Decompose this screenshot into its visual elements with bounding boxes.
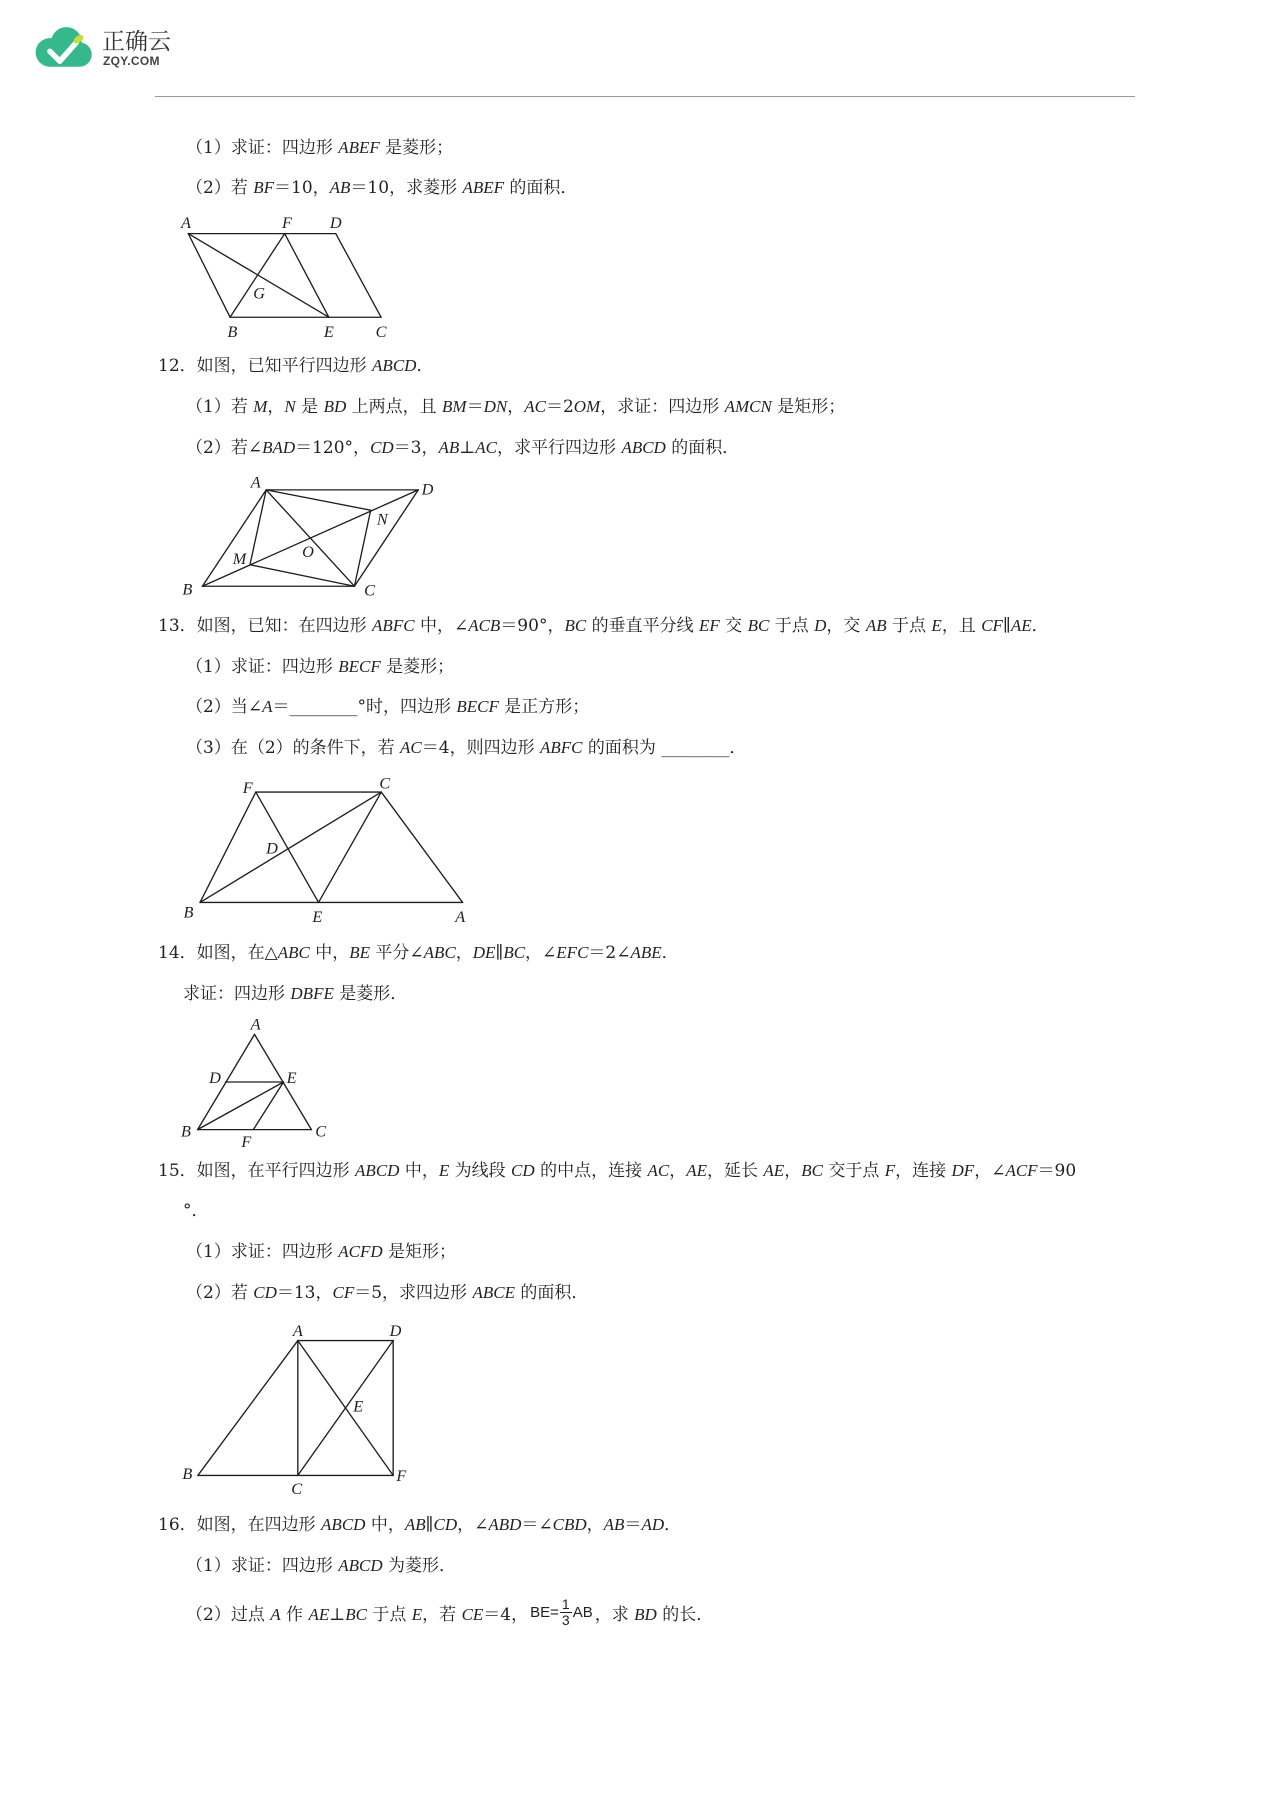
math-variable: DE [472, 943, 496, 962]
point-label: O [302, 543, 314, 562]
q15-stem: 15．如图，在平行四边形 ABCD 中，E 为线段 CD 的中点，连接 AC，AE，延长 AE，BC 交于点 F，连接 DF，∠ACF＝90 [158, 1161, 1077, 1181]
math-variable: A [262, 697, 273, 716]
math-variable: ACB [468, 616, 501, 635]
math-variable: AC [524, 397, 546, 416]
q15-part1: （1）求证：四边形 ACFD 是矩形； [186, 1242, 457, 1262]
math-variable: CD [511, 1161, 535, 1180]
formula-lhs: BE= [530, 1603, 559, 1621]
point-label: B [181, 1122, 191, 1141]
point-label: D [329, 213, 342, 232]
math-variable: EFC [556, 943, 589, 962]
math-variable: AB [603, 1515, 625, 1534]
math-variable: DN [483, 397, 508, 416]
point-label: C [291, 1480, 303, 1499]
point-label: A [455, 908, 466, 927]
q16-part2-tail: ，求 BD 的长． [594, 1604, 714, 1625]
math-variable: ABCD [372, 356, 417, 375]
math-variable: DBFE [290, 984, 334, 1003]
logo-subtext: ZQY.COM [103, 54, 160, 68]
q16-part1: （1）求证：四边形 ABCD 为菱形． [186, 1556, 457, 1576]
fraction-numerator: 1 [561, 1595, 570, 1612]
q13-part2: （2）当∠A＝________°时，四边形 BECF 是正方形； [186, 697, 590, 717]
point-label: F [396, 1467, 407, 1486]
math-variable: CD [370, 438, 394, 457]
segment-ca [381, 792, 462, 902]
math-variable: ABC [423, 943, 456, 962]
math-variable: AD [641, 1515, 665, 1534]
segment-ce [319, 792, 382, 902]
math-variable: DF [951, 1161, 975, 1180]
math-variable: BE [349, 943, 371, 962]
q16-part2 [186, 1592, 713, 1632]
point-label: B [183, 903, 194, 922]
math-variable: ABD [488, 1515, 522, 1534]
math-variable: D [814, 616, 827, 635]
math-variable: CF [332, 1283, 355, 1302]
q15-stem-continued: °． [183, 1201, 209, 1221]
q11-figure [172, 209, 395, 343]
math-variable: BECF [456, 697, 499, 716]
point-label: C [364, 581, 375, 600]
math-variable: M [253, 397, 268, 416]
q15-part2: （2）若 CD＝13，CF＝5，求四边形 ABCE 的面积． [186, 1283, 589, 1303]
math-variable: OM [573, 397, 601, 416]
point-label: C [375, 322, 387, 341]
point-label: A [180, 213, 191, 232]
q16-stem: 16．如图，在四边形 ABCD 中，AB∥CD，∠ABD＝∠CBD，AB＝AD． [158, 1515, 682, 1535]
header-divider [155, 96, 1135, 97]
math-variable: ACFD [338, 1242, 383, 1261]
math-variable: ABC [277, 943, 310, 962]
point-label: A [250, 473, 261, 492]
point-label: F [241, 1133, 252, 1152]
point-label: D [389, 1321, 402, 1340]
segment-ef [253, 1082, 283, 1130]
math-variable: CBD [552, 1515, 587, 1534]
math-variable: ABCD [338, 1556, 383, 1575]
segment-mc [250, 565, 354, 586]
math-variable: BD [323, 397, 347, 416]
q11-part1: （1）求证：四边形 ABEF 是菱形； [186, 138, 454, 158]
q13-part1: （1）求证：四边形 BECF 是菱形； [186, 657, 455, 677]
math-variable: A [270, 1604, 281, 1624]
math-variable: CD [433, 1515, 458, 1534]
point-label: F [242, 779, 253, 798]
math-variable: ABEF [338, 138, 380, 157]
point-label: A [292, 1321, 303, 1340]
math-variable: E [931, 616, 942, 635]
be-formula [530, 1597, 593, 1628]
point-label: D [209, 1069, 221, 1088]
math-variable: BC [747, 616, 770, 635]
point-label: D [266, 839, 278, 858]
math-variable: AE [1010, 616, 1032, 635]
math-variable: ABCE [472, 1283, 515, 1302]
point-label: E [312, 908, 323, 927]
math-variable: E [438, 1161, 450, 1180]
math-variable: BD [634, 1604, 657, 1624]
q11-part2: （2）若 BF＝10，AB＝10，求菱形 ABEF 的面积． [186, 178, 578, 198]
q12-stem: 12．如图，已知平行四边形 ABCD． [158, 356, 434, 376]
math-variable: CD [253, 1283, 277, 1302]
math-variable: BC [345, 1604, 367, 1624]
math-variable: AE [763, 1161, 785, 1180]
q12-part1: （1）若 M，N 是 BD 上两点，且 BM＝DN，AC＝2OM，求证：四边形 AMCN 是矩形； [186, 397, 846, 417]
q13-part3: （3）在（2）的条件下，若 AC＝4，则四边形 ABFC 的面积为 ________． [186, 738, 747, 758]
math-variable: BECF [338, 657, 381, 676]
q14-proof: 求证：四边形 DBFE 是菱形． [183, 984, 408, 1004]
math-variable: ABFC [372, 616, 415, 635]
logo-text: 正确云 [102, 29, 171, 55]
math-variable: EF [699, 616, 720, 635]
math-variable: BF [253, 178, 275, 197]
math-variable: AC [475, 438, 498, 457]
q12-part2: （2）若∠BAD＝120°，CD＝3，AB⊥AC，求平行四边形 ABCD 的面积． [186, 438, 740, 458]
math-variable: N [284, 397, 296, 416]
math-variable: BC [564, 616, 587, 635]
q16-part2-text: （2）过点 A 作 AE⊥BC 于点 E，若 CE＝4， [186, 1604, 529, 1625]
math-variable: AB [865, 616, 887, 635]
point-label: F [282, 213, 292, 232]
math-variable: ABCD [321, 1515, 366, 1534]
math-variable: ABE [630, 943, 662, 962]
math-variable: BAD [262, 438, 296, 457]
math-variable: AB [404, 1515, 426, 1534]
point-label: E [353, 1397, 364, 1416]
math-variable: ABCD [355, 1161, 400, 1180]
math-variable: AMCN [724, 397, 772, 416]
formula-rhs: AB [572, 1603, 593, 1621]
math-variable: CF [981, 616, 1003, 635]
q14-figure [172, 1010, 337, 1154]
point-label: C [315, 1122, 327, 1141]
math-variable: BC [503, 943, 526, 962]
q15-figure [172, 1315, 419, 1501]
point-label: G [253, 284, 265, 303]
point-label: B [182, 1464, 193, 1483]
point-label: N [376, 510, 388, 529]
cloud-check-icon [29, 23, 95, 73]
segment-be [198, 1082, 284, 1130]
point-label: M [232, 550, 247, 569]
point-label: B [182, 580, 193, 599]
segment-dc [336, 234, 381, 318]
point-label: E [323, 322, 334, 341]
point-label: C [379, 774, 391, 793]
segment-ab [198, 1341, 298, 1476]
math-variable: AB [438, 438, 460, 457]
q13-figure [174, 770, 477, 928]
math-variable: AE [686, 1161, 707, 1180]
math-variable: AC [647, 1161, 670, 1180]
math-variable: AE [308, 1604, 330, 1624]
math-variable: BM [442, 397, 467, 416]
math-variable: ABFC [540, 738, 583, 757]
point-label: E [286, 1069, 297, 1088]
math-variable: AB [329, 178, 351, 197]
point-label: D [421, 480, 434, 499]
segment-bf [230, 234, 285, 318]
fraction-denominator: 3 [561, 1611, 570, 1628]
math-variable: AC [400, 738, 422, 757]
math-variable: E [411, 1604, 423, 1624]
fraction [560, 1597, 572, 1628]
q13-stem: 13．如图，已知：在四边形 ABFC 中，∠ACB＝90°，BC 的垂直平分线 EF 交 BC 于点 D，交 AB 于点 E，且 CF∥AE． [158, 616, 1049, 636]
math-variable: ABEF [462, 178, 505, 197]
math-variable: BC [801, 1161, 823, 1180]
point-label: B [227, 322, 238, 341]
math-variable: ABCD [621, 438, 666, 457]
q14-stem: 14．如图，在△ABC 中，BE 平分∠ABC，DE∥BC，∠EFC＝2∠ABE． [158, 943, 679, 963]
math-variable: CE [461, 1604, 484, 1624]
math-variable: ACF [1005, 1161, 1038, 1180]
point-label: A [250, 1015, 261, 1034]
q12-figure [174, 469, 442, 599]
math-variable: F [884, 1161, 896, 1180]
